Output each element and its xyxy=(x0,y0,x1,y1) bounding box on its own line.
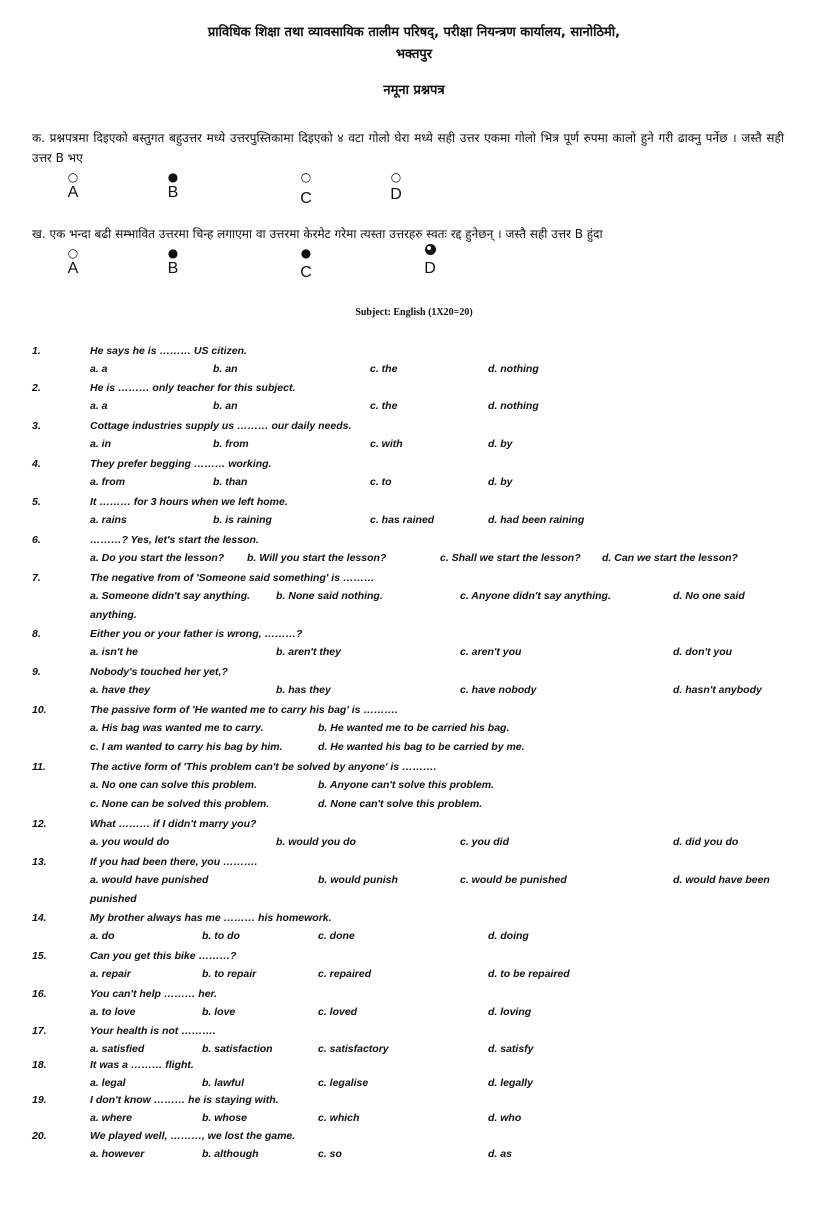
answer-option: b. than xyxy=(213,476,248,488)
answer-option: d. who xyxy=(488,1112,522,1124)
answer-option: c. has rained xyxy=(370,514,435,526)
answer-option: a. isn't he xyxy=(90,646,139,658)
answer-option: a. His bag was wanted me to carry. xyxy=(90,722,264,734)
question-stem: Can you get this bike ………? xyxy=(90,950,237,962)
question-number: 10. xyxy=(32,704,47,716)
partially-filled-circle-icon xyxy=(425,244,436,255)
answer-option: c. loved xyxy=(318,1006,358,1018)
answer-option: d. had been raining xyxy=(488,514,585,526)
answer-option: a. a xyxy=(90,400,108,412)
answer-option: a. where xyxy=(90,1112,133,1124)
question-stem: He is ……… only teacher for this subject. xyxy=(90,382,296,394)
answer-option: b. would punish xyxy=(318,874,398,886)
board-title: प्राविधिक शिक्षा तथा व्यावसायिक तालीम परिषद्, परीक्षा नियन्त्रण कार्यालय, सानोठिमी, xyxy=(207,25,621,40)
question-number: 19. xyxy=(32,1094,47,1106)
question-number: 2. xyxy=(32,382,41,394)
answer-option: b. to repair xyxy=(202,968,257,980)
question-stem: The negative from of 'Someone said something' is ……… xyxy=(90,572,375,584)
answer-option: c. done xyxy=(318,930,355,942)
answer-option-continuation: punished xyxy=(90,893,137,905)
answer-option: c. None can be solved this problem. xyxy=(90,798,270,810)
answer-option: d. legally xyxy=(488,1077,533,1089)
answer-option: a. rains xyxy=(90,514,127,526)
answer-option: d. He wanted his bag to be carried by me. xyxy=(318,741,525,753)
question-stem: My brother always has me ……… his homework. xyxy=(90,912,332,924)
example-ka-option-b: ● B xyxy=(153,170,193,202)
answer-option: c. aren't you xyxy=(460,646,522,658)
example-kha-option-d: D xyxy=(410,244,450,278)
question-number: 18. xyxy=(32,1059,47,1071)
example-ka-option-c: ○ C xyxy=(286,170,326,208)
answer-option: a. however xyxy=(90,1148,145,1160)
question-stem: Cottage industries supply us ……… our daily needs. xyxy=(90,420,352,432)
answer-option: a. repair xyxy=(90,968,131,980)
question-number: 3. xyxy=(32,420,41,432)
question-stem: Nobody's touched her yet,? xyxy=(90,666,228,678)
question-number: 13. xyxy=(32,856,47,868)
answer-option: b. an xyxy=(213,363,238,375)
filled-circle-icon: ● xyxy=(167,170,179,184)
answer-option: c. have nobody xyxy=(460,684,537,696)
filled-circle-icon: ● xyxy=(300,246,312,260)
answer-option: b. None said nothing. xyxy=(276,590,383,602)
question-stem: The passive form of 'He wanted me to carry his bag' is ………. xyxy=(90,704,398,716)
answer-option: a. to love xyxy=(90,1006,136,1018)
question-stem: It ……… for 3 hours when we left home. xyxy=(90,496,288,508)
question-stem: We played well, ………, we lost the game. xyxy=(90,1130,296,1142)
answer-option-continuation: anything. xyxy=(90,609,137,621)
question-number: 16. xyxy=(32,988,47,1000)
instruction-ka: क. प्रश्नपत्रमा दिइएको बस्तुगत बहुउत्तर मध्ये उत्तरपुस्तिकामा दिइएको ४ वटा गोलो घेरा मध्ये सही उत्तर एकमा गोलो भित्र पूर्ण रुपमा कालो हुने गरी ढाक्नु पर्नेछ । जस्तै सही उत्तर B भए xyxy=(32,131,784,165)
answer-option: a. satisfied xyxy=(90,1043,145,1055)
example-ka-option-d: ○ D xyxy=(376,170,416,204)
answer-option: d. don't you xyxy=(673,646,733,658)
answer-option: a. would have punished xyxy=(90,874,209,886)
answer-option: b. is raining xyxy=(213,514,272,526)
question-number: 7. xyxy=(32,572,41,584)
example-kha-option-c: ● C xyxy=(286,246,326,282)
answer-option: a. you would do xyxy=(90,836,170,848)
answer-option: b. He wanted me to be carried his bag. xyxy=(318,722,510,734)
example-ka-option-a: ○ A xyxy=(53,170,93,202)
question-number: 4. xyxy=(32,458,41,470)
answer-option: b. whose xyxy=(202,1112,247,1124)
answer-option: b. aren't they xyxy=(276,646,341,658)
answer-option: a. from xyxy=(90,476,126,488)
answer-option: a. in xyxy=(90,438,112,450)
answer-option: d. by xyxy=(488,476,513,488)
answer-option: b. an xyxy=(213,400,238,412)
answer-option: a. a xyxy=(90,363,108,375)
answer-option: a. Do you start the lesson? xyxy=(90,552,225,564)
question-stem: You can't help ……… her. xyxy=(90,988,217,1000)
answer-option: a. legal xyxy=(90,1077,126,1089)
question-number: 15. xyxy=(32,950,47,962)
subject-line: Subject: English (1X20=20) xyxy=(355,307,473,318)
answer-option: d. by xyxy=(488,438,513,450)
answer-option: d. doing xyxy=(488,930,529,942)
answer-option: d. did you do xyxy=(673,836,739,848)
answer-option: d. hasn't anybody xyxy=(673,684,762,696)
question-number: 9. xyxy=(32,666,41,678)
answer-option: c. would be punished xyxy=(460,874,567,886)
empty-circle-icon: ○ xyxy=(67,170,79,184)
answer-option: b. would you do xyxy=(276,836,356,848)
question-stem: ………? Yes, let's start the lesson. xyxy=(90,534,259,546)
empty-circle-icon: ○ xyxy=(67,246,79,260)
answer-option: c. you did xyxy=(460,836,510,848)
question-number: 1. xyxy=(32,345,41,357)
answer-option: c. with xyxy=(370,438,403,450)
example-kha-option-a: ○ A xyxy=(53,246,93,278)
answer-option: c. repaired xyxy=(318,968,372,980)
question-stem: The active form of 'This problem can't be solved by anyone' is ………. xyxy=(90,761,437,773)
question-number: 5. xyxy=(32,496,41,508)
answer-option: c. legalise xyxy=(318,1077,369,1089)
answer-option: d. to be repaired xyxy=(488,968,570,980)
question-number: 14. xyxy=(32,912,47,924)
answer-option: b. love xyxy=(202,1006,236,1018)
question-number: 12. xyxy=(32,818,47,830)
empty-circle-icon: ○ xyxy=(390,170,402,184)
answer-option: d. nothing xyxy=(488,400,539,412)
question-stem: He says he is ……… US citizen. xyxy=(90,345,247,357)
answer-option: d. as xyxy=(488,1148,512,1160)
answer-option: b. lawful xyxy=(202,1077,244,1089)
answer-option: b. has they xyxy=(276,684,331,696)
question-stem: It was a ……… flight. xyxy=(90,1059,194,1071)
answer-option: d. would have been xyxy=(673,874,770,886)
answer-option: b. satisfaction xyxy=(202,1043,273,1055)
answer-option: c. the xyxy=(370,363,398,375)
instruction-kha: ख. एक भन्दा बढी सम्भावित उत्तरमा चिन्ह लगाएमा वा उत्तरमा केरमेट गरेमा त्यस्ता उत्तरहरु स्वतः रद्द हुनेछन् । जस्तै सही उत्तर B हुंदा xyxy=(32,227,603,241)
answer-option: a. have they xyxy=(90,684,151,696)
answer-option: d. Can we start the lesson? xyxy=(602,552,738,564)
question-number: 8. xyxy=(32,628,41,640)
question-stem: Either you or your father is wrong, ………? xyxy=(90,628,303,640)
answer-option: d. satisfy xyxy=(488,1043,534,1055)
answer-option: c. Anyone didn't say anything. xyxy=(460,590,611,602)
example-kha-option-b: ● B xyxy=(153,246,193,278)
answer-option: c. which xyxy=(318,1112,360,1124)
answer-option: d. No one said xyxy=(673,590,745,602)
answer-option: c. to xyxy=(370,476,392,488)
answer-option: a. do xyxy=(90,930,115,942)
answer-option: d. loving xyxy=(488,1006,532,1018)
question-number: 20. xyxy=(32,1130,47,1142)
question-stem: What ……… if I didn't marry you? xyxy=(90,818,257,830)
answer-option: b. Anyone can't solve this problem. xyxy=(318,779,494,791)
empty-circle-icon: ○ xyxy=(300,170,312,184)
page-title: नमूना प्रश्नपत्र xyxy=(383,83,445,98)
answer-option: b. from xyxy=(213,438,249,450)
question-number: 6. xyxy=(32,534,41,546)
filled-circle-icon: ● xyxy=(167,246,179,260)
answer-option: c. I am wanted to carry his bag by him. xyxy=(90,741,283,753)
question-stem: Your health is not ………. xyxy=(90,1025,216,1037)
answer-option: d. nothing xyxy=(488,363,539,375)
answer-option: c. the xyxy=(370,400,398,412)
answer-option: b. Will you start the lesson? xyxy=(247,552,387,564)
question-number: 17. xyxy=(32,1025,47,1037)
question-stem: They prefer begging ……… working. xyxy=(90,458,272,470)
answer-option: b. although xyxy=(202,1148,259,1160)
answer-option: c. Shall we start the lesson? xyxy=(440,552,581,564)
answer-option: a. No one can solve this problem. xyxy=(90,779,257,791)
answer-option: c. so xyxy=(318,1148,342,1160)
answer-option: b. to do xyxy=(202,930,240,942)
question-stem: If you had been there, you ………. xyxy=(90,856,258,868)
answer-option: d. None can't solve this problem. xyxy=(318,798,483,810)
answer-option: c. satisfactory xyxy=(318,1043,389,1055)
answer-option: a. Someone didn't say anything. xyxy=(90,590,251,602)
question-number: 11. xyxy=(32,761,46,773)
question-stem: I don't know ……… he is staying with. xyxy=(90,1094,279,1106)
board-location: भक्तपुर xyxy=(395,47,433,62)
